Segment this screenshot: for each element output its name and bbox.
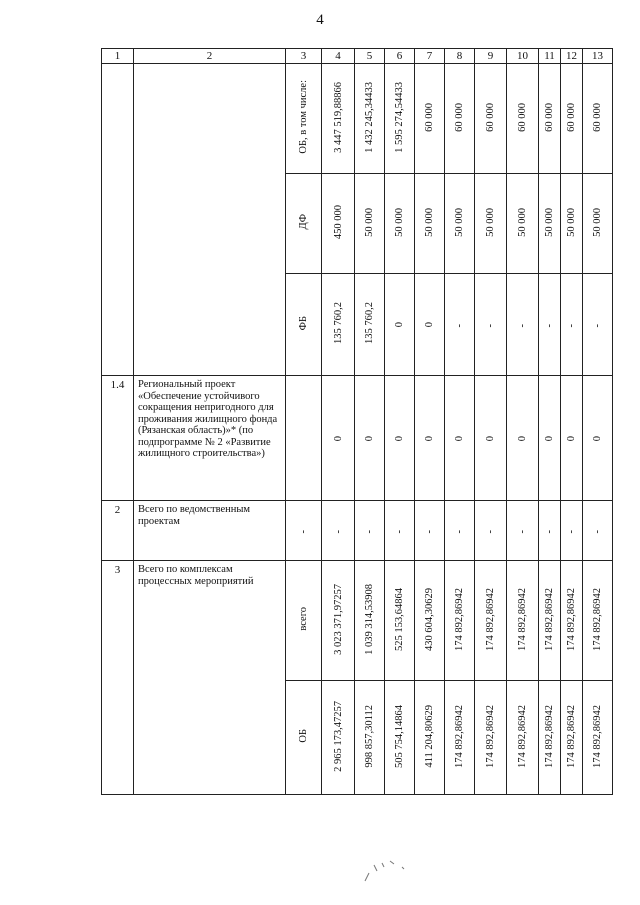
value-cell xyxy=(445,501,475,561)
cell-value: - xyxy=(544,324,555,328)
cell-value: 60 000 xyxy=(485,102,496,132)
cell-value: ОБ, в том числе: xyxy=(298,80,309,154)
cell-value: 50 000 xyxy=(424,207,435,237)
column-header: 8 xyxy=(445,49,475,64)
cell-value: 0 xyxy=(454,435,465,441)
cell-value: 50 000 xyxy=(566,207,577,237)
cell-value: 50 000 xyxy=(544,207,555,237)
column-header: 10 xyxy=(507,49,539,64)
value-cell xyxy=(322,64,355,174)
value-cell xyxy=(561,376,583,501)
cell-value: 411 204,80629 xyxy=(424,704,435,768)
cell-value: 0 xyxy=(424,435,435,441)
value-cell xyxy=(355,376,385,501)
column-header: 3 xyxy=(286,49,322,64)
value-cell xyxy=(385,64,415,174)
column-header: 9 xyxy=(475,49,507,64)
cell-value: 60 000 xyxy=(592,102,603,132)
value-cell xyxy=(385,376,415,501)
value-cell xyxy=(322,501,355,561)
cell-value: - xyxy=(592,530,603,534)
cell-value: 60 000 xyxy=(544,102,555,132)
cell-value: 50 000 xyxy=(592,207,603,237)
cell-value: ФБ xyxy=(298,315,309,331)
cell-value: 450 000 xyxy=(332,204,344,240)
row-number xyxy=(102,64,134,376)
value-cell xyxy=(539,681,561,795)
header-row xyxy=(102,49,613,64)
value-cell xyxy=(415,501,445,561)
cell-value: 0 xyxy=(485,435,496,441)
cell-value: - xyxy=(454,530,465,534)
cell-value: - xyxy=(424,530,435,534)
value-cell xyxy=(539,274,561,376)
cell-value: 1 039 314,53908 xyxy=(364,583,375,655)
cell-value: ДФ xyxy=(298,214,309,230)
funding-source xyxy=(286,681,322,795)
row-title: Региональный проект «Обеспечение устойчивого сокращения непригодного для проживания жилищного фонда (Рязанская область)»* (по подпрограмме № 2 «Развитие жилищного строительства») xyxy=(134,376,286,501)
cell-value: 0 xyxy=(544,435,555,441)
cell-value: - xyxy=(394,530,405,534)
value-cell xyxy=(583,376,613,501)
cell-value: 174 892,86942 xyxy=(517,704,528,768)
table-row xyxy=(102,64,613,174)
cell-value: 1 432 245,34433 xyxy=(364,81,375,153)
cell-value: 60 000 xyxy=(424,102,435,132)
funding-source xyxy=(286,561,322,681)
value-cell xyxy=(355,64,385,174)
value-cell xyxy=(355,274,385,376)
cell-value: 505 754,14864 xyxy=(394,704,405,768)
column-header: 4 xyxy=(322,49,355,64)
cell-value: 174 892,86942 xyxy=(485,704,496,768)
value-cell xyxy=(415,376,445,501)
column-header: 6 xyxy=(385,49,415,64)
column-header: 1 xyxy=(102,49,134,64)
value-cell xyxy=(475,64,507,174)
cell-value: 1 595 274,54433 xyxy=(394,81,405,153)
funding-source xyxy=(286,174,322,274)
value-cell xyxy=(561,501,583,561)
cell-value: - xyxy=(517,530,528,534)
value-cell xyxy=(355,174,385,274)
value-cell xyxy=(385,501,415,561)
value-cell xyxy=(475,561,507,681)
value-cell xyxy=(475,274,507,376)
value-cell xyxy=(539,376,561,501)
cell-value: 50 000 xyxy=(485,207,496,237)
cell-value: 0 xyxy=(517,435,528,441)
value-cell xyxy=(322,681,355,795)
table-row xyxy=(102,561,613,681)
cell-value: - xyxy=(485,324,496,328)
cell-value: - xyxy=(364,530,375,534)
value-cell xyxy=(385,681,415,795)
cell-value: 430 604,30629 xyxy=(424,587,435,651)
value-cell xyxy=(507,376,539,501)
cell-value: 174 892,86942 xyxy=(592,704,603,768)
column-header: 5 xyxy=(355,49,385,64)
cell-value: 60 000 xyxy=(517,102,528,132)
value-cell xyxy=(475,174,507,274)
value-cell xyxy=(445,561,475,681)
value-cell xyxy=(322,174,355,274)
value-cell xyxy=(583,274,613,376)
value-cell xyxy=(583,561,613,681)
cell-value: 60 000 xyxy=(566,102,577,132)
row-title: Всего по ведомственным проектам xyxy=(134,501,286,561)
cell-value: 174 892,86942 xyxy=(544,704,555,768)
cell-value: 174 892,86942 xyxy=(485,587,496,651)
cell-value: 174 892,86942 xyxy=(454,587,465,651)
budget-table xyxy=(101,48,613,795)
cell-value: 50 000 xyxy=(517,207,528,237)
table-row xyxy=(102,501,613,561)
column-header: 7 xyxy=(415,49,445,64)
value-cell xyxy=(475,681,507,795)
cell-value: 50 000 xyxy=(394,207,405,237)
funding-source xyxy=(286,501,322,561)
cell-value: - xyxy=(566,530,577,534)
value-cell xyxy=(561,174,583,274)
cell-value: 0 xyxy=(332,435,344,441)
cell-value: всего xyxy=(298,607,309,631)
value-cell xyxy=(415,174,445,274)
cell-value: 50 000 xyxy=(454,207,465,237)
cell-value: 135 760,2 xyxy=(364,302,375,344)
column-header: 2 xyxy=(134,49,286,64)
cell-value: 2 965 173,47257 xyxy=(332,700,344,772)
page-number: 4 xyxy=(316,12,324,28)
row-title: Всего по комплексам процессных мероприятий xyxy=(134,561,286,795)
value-cell xyxy=(322,274,355,376)
cell-value: 174 892,86942 xyxy=(592,587,603,651)
value-cell xyxy=(355,561,385,681)
value-cell xyxy=(415,561,445,681)
cell-value: - xyxy=(485,530,496,534)
value-cell xyxy=(475,376,507,501)
value-cell xyxy=(583,64,613,174)
value-cell xyxy=(583,681,613,795)
ink-smudge xyxy=(360,855,420,885)
value-cell xyxy=(445,681,475,795)
value-cell xyxy=(507,501,539,561)
funding-source xyxy=(286,274,322,376)
cell-value: 174 892,86942 xyxy=(566,704,577,768)
value-cell xyxy=(539,561,561,681)
value-cell xyxy=(475,501,507,561)
funding-source xyxy=(286,64,322,174)
cell-value: 174 892,86942 xyxy=(566,587,577,651)
row-number: 1.4 xyxy=(102,376,134,501)
cell-value: 174 892,86942 xyxy=(544,587,555,651)
value-cell xyxy=(507,174,539,274)
value-cell xyxy=(415,64,445,174)
value-cell xyxy=(507,681,539,795)
value-cell xyxy=(445,376,475,501)
value-cell xyxy=(415,681,445,795)
cell-value: ОБ xyxy=(298,729,309,743)
cell-value: 525 153,64864 xyxy=(394,587,405,651)
cell-value: 50 000 xyxy=(364,207,375,237)
value-cell xyxy=(385,174,415,274)
value-cell xyxy=(385,561,415,681)
value-cell xyxy=(539,64,561,174)
value-cell xyxy=(561,64,583,174)
cell-value: - xyxy=(298,530,309,534)
cell-value: 998 857,30112 xyxy=(364,704,375,768)
value-cell xyxy=(561,561,583,681)
row-number: 3 xyxy=(102,561,134,795)
cell-value: 0 xyxy=(424,322,435,328)
cell-value: - xyxy=(566,324,577,328)
cell-value: - xyxy=(517,324,528,328)
cell-value: 174 892,86942 xyxy=(517,587,528,651)
value-cell xyxy=(415,274,445,376)
cell-value: 135 760,2 xyxy=(332,302,344,344)
value-cell xyxy=(539,174,561,274)
value-cell xyxy=(445,274,475,376)
value-cell xyxy=(355,681,385,795)
cell-value: 0 xyxy=(394,435,405,441)
value-cell xyxy=(583,501,613,561)
cell-value: 174 892,86942 xyxy=(454,704,465,768)
value-cell xyxy=(355,501,385,561)
row-number: 2 xyxy=(102,501,134,561)
value-cell xyxy=(385,274,415,376)
value-cell xyxy=(561,681,583,795)
cell-value: - xyxy=(544,530,555,534)
value-cell xyxy=(507,561,539,681)
cell-value: 0 xyxy=(566,435,577,441)
value-cell xyxy=(507,64,539,174)
value-cell xyxy=(507,274,539,376)
column-header: 11 xyxy=(539,49,561,64)
column-header: 12 xyxy=(561,49,583,64)
value-cell xyxy=(539,501,561,561)
value-cell xyxy=(445,64,475,174)
value-cell xyxy=(322,561,355,681)
value-cell xyxy=(322,376,355,501)
funding-source xyxy=(286,376,322,501)
cell-value: - xyxy=(332,530,344,534)
value-cell xyxy=(445,174,475,274)
table-row xyxy=(102,376,613,501)
value-cell xyxy=(583,174,613,274)
cell-value: 3 447 519,88866 xyxy=(332,81,344,153)
row-title xyxy=(134,64,286,376)
value-cell xyxy=(561,274,583,376)
cell-value: 0 xyxy=(394,322,405,328)
column-header: 13 xyxy=(583,49,613,64)
cell-value: - xyxy=(454,324,465,328)
cell-value: 0 xyxy=(364,435,375,441)
cell-value: - xyxy=(592,324,603,328)
cell-value: 60 000 xyxy=(454,102,465,132)
cell-value: 3 023 371,97257 xyxy=(332,583,344,655)
cell-value: 0 xyxy=(592,435,603,441)
